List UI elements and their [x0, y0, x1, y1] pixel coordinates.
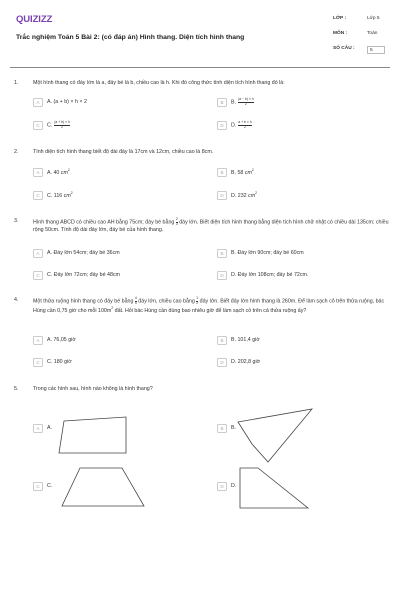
option-d[interactable] [217, 482, 236, 491]
fraction-denominator: 2 [244, 101, 247, 106]
count-label: SỐ CÂU : [333, 46, 355, 52]
option-fraction [238, 121, 252, 129]
page-title: Trắc nghiệm Toán 5 Bài 2: (có đáp án) Hình thang. Diện tích hình thang [16, 34, 245, 41]
option-letter: C [33, 271, 43, 280]
shape-a-outline [59, 417, 126, 453]
option-letter: B [217, 98, 227, 107]
option-letter: C [33, 121, 43, 130]
class-row [333, 15, 385, 24]
option-c[interactable] [33, 271, 120, 280]
option-letter: A [33, 424, 43, 433]
option-d[interactable] [217, 191, 257, 200]
option-label: B. 58 [231, 169, 244, 176]
option-label: C. 116 [47, 192, 63, 199]
option-text: D. Đáy lớn 108cm; đáy bé 72cm. [231, 271, 309, 278]
option-fraction [54, 121, 71, 129]
fraction-denominator: 3 [175, 221, 178, 226]
option-c[interactable] [33, 191, 73, 200]
shape-a-trapezoid [58, 416, 130, 456]
option-b[interactable] [217, 168, 254, 177]
question-text: Trong các hình sau, hình nào không là hình thang? [33, 386, 153, 392]
option-letter: D [217, 121, 227, 130]
option-text: B. 101,4 giờ [231, 336, 260, 343]
option-text: C. 180 giờ [47, 358, 72, 365]
header-divider [10, 67, 390, 68]
option-a[interactable] [33, 249, 120, 258]
option-superscript: 2 [70, 191, 73, 196]
option-label: A. 40 [47, 169, 60, 176]
option-c[interactable] [33, 482, 52, 491]
shape-c-trapezoid [60, 466, 146, 510]
fraction-denominator: 2 [244, 124, 246, 129]
fraction-numerator: 4 [134, 296, 137, 300]
option-label: C. [47, 122, 53, 129]
question-text-part: đáy lớn, chiều cao bằng [138, 298, 195, 305]
shape-d-outline [240, 468, 308, 508]
worksheet-meta [333, 15, 385, 60]
fraction-numerator: (a + b) × h [54, 120, 70, 125]
option-superscript: 2 [67, 168, 70, 173]
option-text [231, 121, 252, 130]
option-letter: D [217, 271, 227, 280]
option-d[interactable] [217, 271, 308, 280]
question-text-part: đáy lớn. Biết đáy lớn hình thang là 260m. Để làm sạch cỏ trên thửa ruộng, bác Hùng cần 0,75 giờ cho mỗi 100m [33, 298, 385, 314]
option-letter: D [217, 191, 227, 200]
question-number: 2. [14, 149, 19, 155]
option-letter: B [217, 336, 227, 345]
shape-b-outline [238, 409, 312, 462]
option-text: A. (a + b) × h × 2 [47, 98, 87, 105]
question-number: 3. [14, 218, 19, 224]
question-text: Một hình thang có đáy lớn là a, đáy bé là b, chiều cao là h. Khi đó công thức tính diện tích hình thang đó là: [33, 80, 285, 86]
question-text-part: Một thửa ruộng hình thang có đáy bé bằng [33, 298, 134, 305]
option-b[interactable] [217, 336, 260, 345]
option-text [47, 168, 70, 177]
option-letter: B [217, 424, 227, 433]
subject-value: Toán [367, 31, 378, 37]
option-superscript: 2 [251, 168, 254, 173]
option-text: D. [231, 482, 237, 489]
question-fraction [176, 218, 178, 226]
option-letter: A [33, 336, 43, 345]
option-text: B. [231, 424, 237, 431]
option-unit: cm [63, 192, 71, 199]
quizizz-logo: QUIZIZZ [16, 14, 53, 25]
fraction-denominator: 2 [196, 300, 199, 305]
question-text: Tính diện tích hình thang biết độ dài đáy là 17cm và 12cm, chiều cao là 8cm. [33, 149, 214, 155]
option-letter: B [217, 168, 227, 177]
option-letter: A [33, 168, 43, 177]
fraction-numerator: 1 [196, 296, 199, 300]
option-letter: A [33, 249, 43, 258]
fraction-denominator: 2 [61, 124, 64, 129]
question-superscript: 2 [111, 305, 114, 310]
option-unit: cm [244, 169, 252, 176]
option-letter: D [217, 358, 227, 367]
option-d[interactable] [217, 121, 252, 130]
question-text-part: đáy lớn. Biết diện tích hình thang bằng diện tích hình chữ nhật có chiều dài 135cm; chiều rộng 50cm. Tính độ dài đáy lớn, đáy bé của hình thang. [33, 219, 389, 233]
class-label: LỚP : [333, 16, 347, 22]
question-text-part: đất. Hỏi bác Hùng cần dùng bao nhiêu giờ để làm sạch cỏ trên cả thửa ruộng ấy? [114, 307, 307, 314]
option-label: D. 232 [231, 192, 247, 199]
option-label: D. [231, 122, 237, 129]
option-d[interactable] [217, 358, 260, 367]
fraction-denominator: 5 [134, 300, 137, 305]
question-text [33, 218, 390, 234]
option-text [231, 98, 254, 107]
question-text [33, 297, 390, 315]
option-b[interactable] [217, 249, 304, 258]
shape-b-quadrilateral [236, 406, 316, 466]
option-unit: cm [248, 192, 256, 199]
option-letter: B [217, 249, 227, 258]
option-text: B. Đáy lớn 90cm; đáy bé 60cm [231, 249, 304, 256]
option-a[interactable] [33, 168, 70, 177]
question-number: 1. [14, 80, 19, 86]
option-letter: C [33, 358, 43, 367]
option-c[interactable] [33, 121, 70, 130]
option-text [231, 168, 254, 177]
shape-d-right-trapezoid [238, 466, 310, 510]
option-text: C. Đáy lớn 72cm; đáy bé 48cm [47, 271, 120, 278]
option-text: D. 202,8 giờ [231, 358, 261, 365]
subject-row [333, 30, 385, 39]
option-a[interactable] [33, 336, 76, 345]
option-a[interactable] [33, 424, 52, 433]
class-value: Lớp 5 [367, 16, 380, 22]
shape-c-outline [62, 468, 144, 506]
option-a[interactable] [33, 98, 87, 107]
option-unit: cm [60, 169, 68, 176]
question-number: 4. [14, 297, 19, 303]
option-text [47, 121, 70, 130]
fraction-numerator: (a − b) × h [238, 97, 254, 102]
option-letter: C [33, 482, 43, 491]
question-text-part: Hình thang ABCD có chiều cao AH bằng 75cm; đáy bé bằng [33, 219, 175, 226]
option-b[interactable] [217, 424, 236, 433]
option-label: B. [231, 99, 237, 106]
question-fraction [135, 297, 137, 305]
option-text [47, 191, 73, 200]
option-text: A. Đáy lớn 54cm; đáy bé 36cm [47, 249, 120, 256]
option-superscript: 2 [255, 191, 258, 196]
count-value: 5 [367, 46, 385, 54]
option-b[interactable] [217, 98, 254, 107]
option-letter: A [33, 98, 43, 107]
fraction-numerator: 2 [175, 217, 178, 221]
option-letter: C [33, 191, 43, 200]
option-text: C. [47, 482, 53, 489]
count-row [333, 45, 385, 54]
option-text: A. [47, 424, 53, 431]
question-fraction [196, 297, 198, 305]
option-text: A. 76,05 giờ [47, 336, 76, 343]
question-number: 5. [14, 386, 19, 392]
option-c[interactable] [33, 358, 72, 367]
fraction-numerator: a + b × h [238, 120, 252, 125]
option-fraction [238, 98, 255, 106]
subject-label: MÔN : [333, 31, 348, 37]
option-letter: D [217, 482, 227, 491]
option-text [231, 191, 257, 200]
